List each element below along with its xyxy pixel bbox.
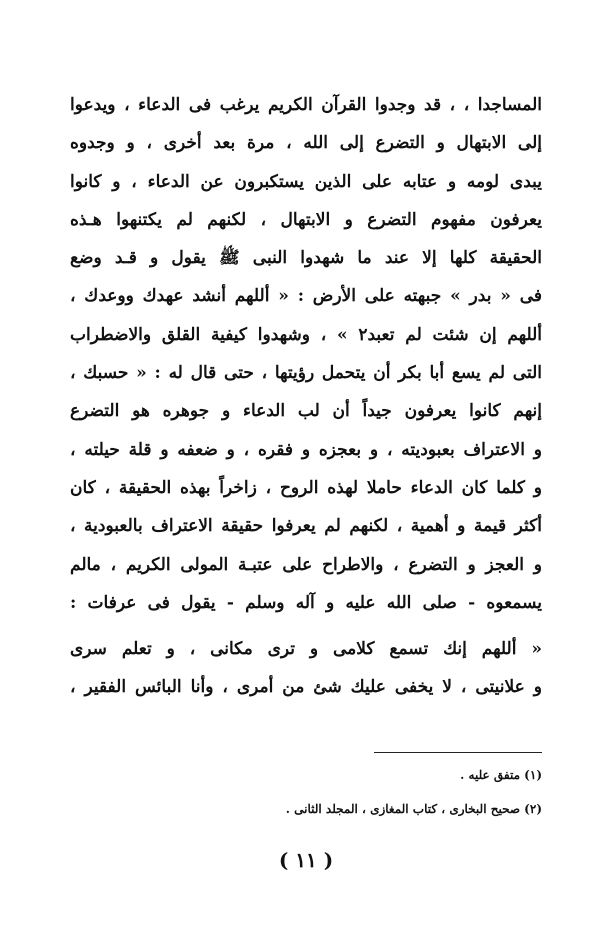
text-line: إنهم كانوا يعرفون جيداً أن لب الدعاء و جوهره هو التضرع xyxy=(70,401,542,422)
text-line: الحقيقة كلها إلا عند ما شهدوا النبى ﷺ يقول و قـد وضع xyxy=(70,248,542,269)
footnote: (٢) صحيح البخارى ، كتاب المغازى ، المجلد الثانى . xyxy=(285,802,542,816)
text-line: يسمعوه - صلى الله عليه و آله وسلم - يقول فى عرفات : xyxy=(70,592,542,613)
text-line: المساجدا ، ، قد وجدوا القرآن الكريم يرغب فى الدعاء ، ويدعوا xyxy=(70,95,542,115)
quote-line: « أللهم إنك تسمع كلامى و ترى مكانى ، و تعلم سرى xyxy=(70,639,542,660)
text-line: و العجز و التضرع ، والاطراح على عتبـة المولى الكريم ، مالم xyxy=(70,554,542,575)
text-line: التى لم يسع أبا بكر أن يتحمل رؤيتها ، حتى قال له : « حسبك ، xyxy=(70,363,542,384)
text-line: أكثر قيمة و أهمية ، لكنهم لم يعرفوا حقيقة الاعتراف بالعبودية ، xyxy=(70,516,542,537)
text-line: يبدى لومه و عتابه على الذين يستكبرون عن الدعاء ، و كانوا xyxy=(70,171,542,192)
text-line: و الاعتراف بعبوديته ، و بعجزه و فقره ، و ضعفه و قلة حيلته ، xyxy=(70,439,542,460)
text-line: إلى الابتهال و التضرع إلى الله ، مرة بعد أخرى ، و وجدوه xyxy=(70,133,542,154)
footnote-divider xyxy=(374,752,542,753)
text-line: أللهم إن شئت لم تعبد٢ » ، وشهدوا كيفية القلق والاضطراب xyxy=(70,324,542,345)
text-line: فى « بدر » جبهته على الأرض : « أللهم أنشد عهدك ووعدك ، xyxy=(70,286,542,307)
text-line: يعرفون مفهوم التضرع و الابتهال ، لكنهم لم يكتنهوا هـذه xyxy=(70,209,542,230)
quote-line: و علانيتى ، لا يخفى عليك شئ من أمرى ، وأنا البائس الفقير ، xyxy=(70,677,542,698)
page-number: ( ١١ ) xyxy=(278,848,334,872)
body-text xyxy=(70,86,542,707)
text-line: و كلما كان الدعاء حاملا لهذه الروح ، زاخراً بهذه الحقيقة ، كان xyxy=(70,477,542,498)
paragraph-gap xyxy=(70,622,542,630)
footnotes xyxy=(180,758,542,826)
footnote: (١) متفق عليه . xyxy=(460,768,542,782)
